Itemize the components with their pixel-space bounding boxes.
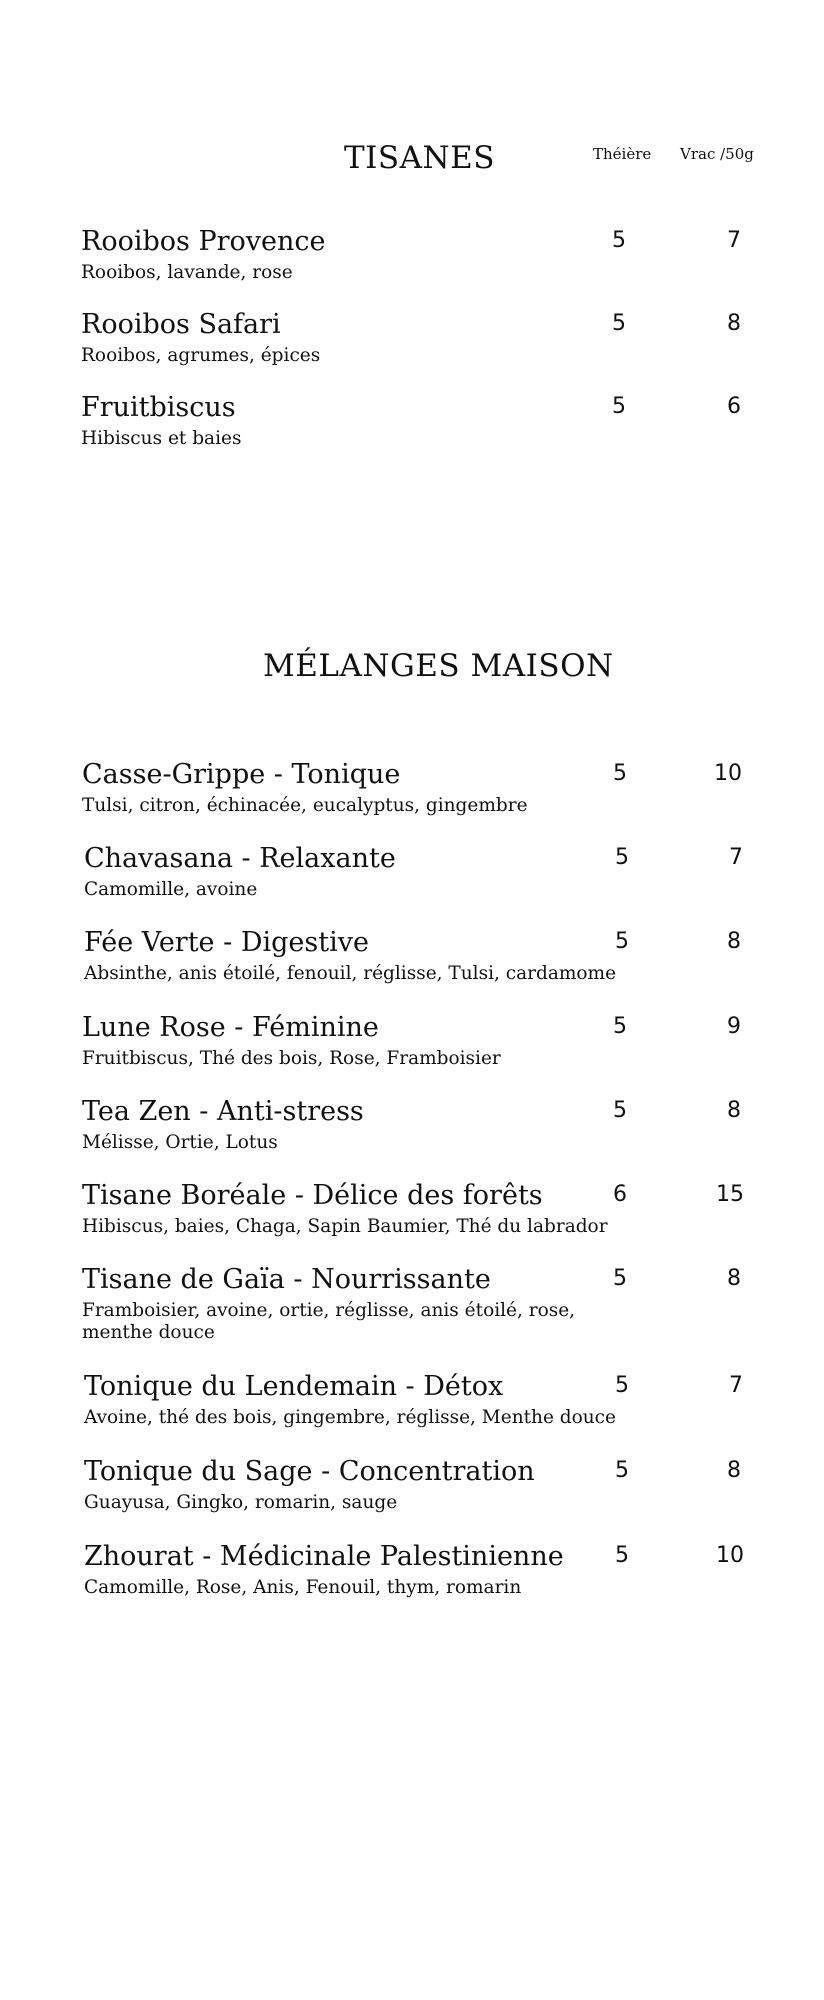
item-description: Hibiscus et baies [81, 428, 242, 449]
price-vrac: 8 [727, 1266, 741, 1291]
price-vrac: 10 [714, 761, 742, 786]
price-vrac: 9 [727, 1014, 741, 1039]
price-vrac: 7 [727, 228, 741, 253]
item-name: Lune Rose - Féminine [82, 1012, 379, 1043]
item-description: Framboisier, avoine, ortie, réglisse, anis étoilé, rose, menthe douce [82, 1300, 576, 1343]
item-description: Camomille, avoine [84, 879, 258, 900]
tisanes-title: TISANES [344, 140, 496, 176]
item-name: Rooibos Provence [81, 226, 326, 257]
item-description: Guayusa, Gingko, romarin, sauge [84, 1492, 398, 1513]
price-vrac: 10 [716, 1543, 744, 1568]
item-name: Tea Zen - Anti-stress [82, 1096, 364, 1127]
item-description: Hibiscus, baies, Chaga, Sapin Baumier, Thé du labrador [82, 1216, 608, 1237]
item-name: Tonique du Sage - Concentration [84, 1456, 535, 1487]
item-description: Avoine, thé des bois, gingembre, réglisse, Menthe douce [84, 1407, 616, 1428]
item-name: Casse-Grippe - Tonique [82, 759, 401, 790]
price-theiere: 5 [612, 228, 626, 253]
price-theiere: 5 [613, 761, 627, 786]
price-theiere: 5 [613, 1098, 627, 1123]
item-name: Tonique du Lendemain - Détox [84, 1371, 504, 1402]
column-header-theiere: Théière [593, 145, 652, 163]
price-vrac: 7 [729, 1373, 743, 1398]
item-name: Zhourat - Médicinale Palestinienne [84, 1541, 564, 1572]
price-theiere: 5 [613, 1266, 627, 1291]
price-theiere: 6 [613, 1182, 627, 1207]
item-name: Fée Verte - Digestive [84, 927, 369, 958]
item-description: Fruitbiscus, Thé des bois, Rose, Framboisier [82, 1048, 501, 1069]
price-vrac: 8 [727, 929, 741, 954]
price-vrac: 15 [716, 1182, 744, 1207]
price-theiere: 5 [615, 1373, 629, 1398]
price-vrac: 6 [727, 394, 741, 419]
column-header-vrac: Vrac /50g [680, 145, 754, 163]
item-description: Rooibos, lavande, rose [81, 262, 293, 283]
item-description: Mélisse, Ortie, Lotus [82, 1132, 278, 1153]
item-name: Tisane de Gaïa - Nourrissante [82, 1264, 491, 1295]
melanges-title: MÉLANGES MAISON [263, 648, 614, 684]
item-name: Chavasana - Relaxante [84, 843, 396, 874]
item-description: Absinthe, anis étoilé, fenouil, réglisse, Tulsi, cardamome [84, 963, 617, 984]
item-name: Rooibos Safari [81, 309, 281, 340]
price-theiere: 5 [615, 1543, 629, 1568]
item-description: Rooibos, agrumes, épices [81, 345, 321, 366]
price-vrac: 7 [729, 845, 743, 870]
item-description: Tulsi, citron, échinacée, eucalyptus, gingembre [82, 795, 528, 816]
price-vrac: 8 [727, 1098, 741, 1123]
price-vrac: 8 [727, 1458, 741, 1483]
price-vrac: 8 [727, 311, 741, 336]
item-description: Camomille, Rose, Anis, Fenouil, thym, romarin [84, 1577, 522, 1598]
price-theiere: 5 [615, 845, 629, 870]
item-name: Fruitbiscus [81, 392, 236, 423]
price-theiere: 5 [615, 1458, 629, 1483]
item-name: Tisane Boréale - Délice des forêts [82, 1180, 543, 1211]
price-theiere: 5 [613, 1014, 627, 1039]
price-theiere: 5 [612, 311, 626, 336]
price-theiere: 5 [612, 394, 626, 419]
price-theiere: 5 [615, 929, 629, 954]
